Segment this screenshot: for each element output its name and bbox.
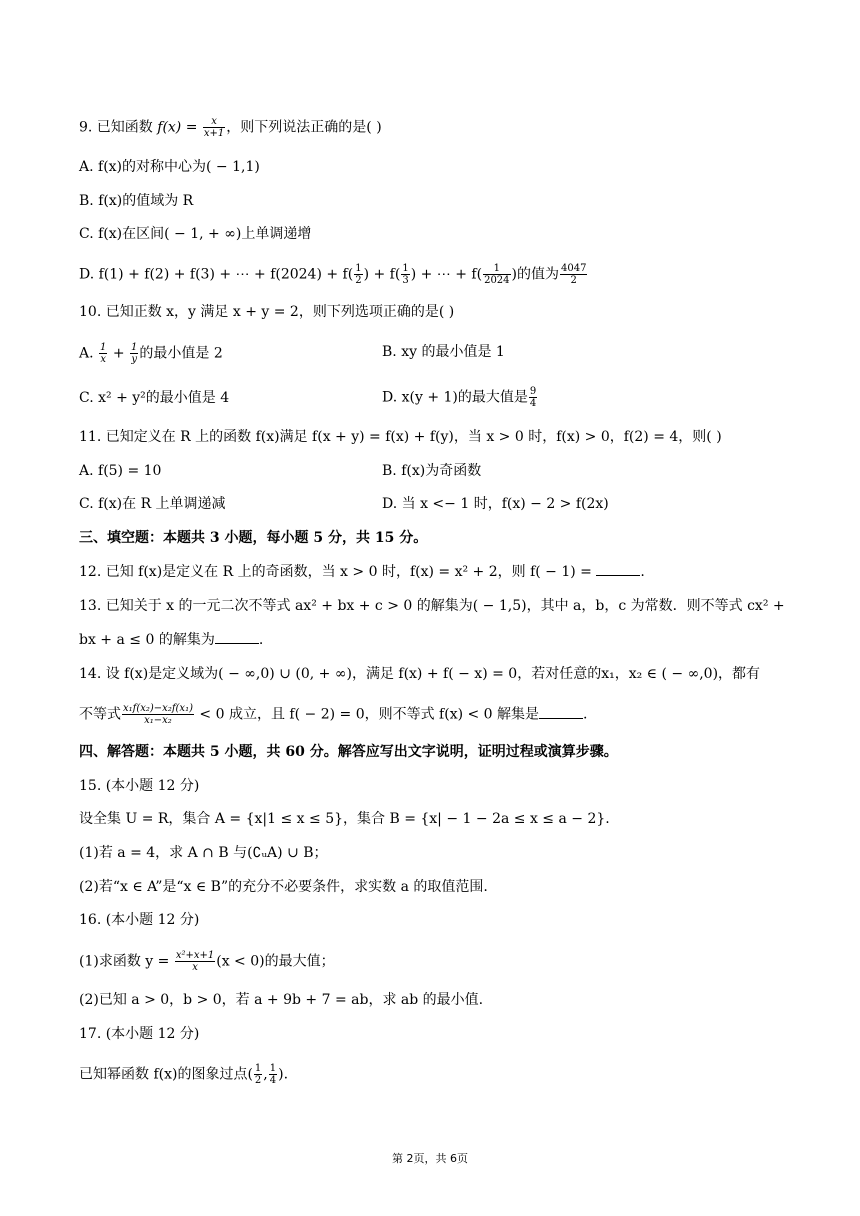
q11-option-a: A. f(5) = 10 [79, 463, 162, 479]
q14-line1: 14. 设 f(x)是定义域为( − ∞,0) ∪ (0, + ∞)，满足 f(x) + f( − x) = 0，若对任意的x₁，x₂ ∈ ( − ∞,0)，都有 [79, 666, 761, 682]
q17-end: ). [278, 1066, 289, 1083]
frac-num: 1 [131, 342, 138, 353]
q9-d-frac4 [560, 263, 587, 286]
q9-d-text: ) + ⋯ + f( [410, 266, 483, 283]
q16-text: (x < 0)的最大值； [216, 953, 335, 970]
q10-a-plus: + [108, 345, 130, 362]
q9-d-text: ) + f( [363, 266, 401, 283]
q9-stem-text: 9. 已知函数 [79, 119, 158, 136]
q15-line2: (1)若 a = 4，求 A ∩ B 与(∁ᵤA) ∪ B； [79, 845, 328, 861]
q9-option-a: A. f(x)的对称中心为( − 1,1) [79, 159, 260, 175]
q15-title: 15. (本小题 12 分) [79, 778, 200, 794]
q9-stem [79, 116, 800, 139]
q9-d-frac2 [401, 263, 409, 286]
frac-den: 4 [529, 398, 537, 409]
q10-option-c: C. x² + y²的最小值是 4 [79, 390, 230, 406]
q15-line3: (2)若“x ∈ A”是“x ∈ B”的充分不必要条件，求实数 a 的取值范围. [79, 879, 488, 895]
q13-end: . [258, 632, 264, 648]
frac-den: 2 [355, 275, 362, 286]
q16-line2: (2)已知 a > 0，b > 0，若 a + 9b + 7 = ab，求 ab 的最小值. [79, 992, 484, 1008]
frac-num: 9 [529, 386, 537, 397]
frac-den: 2 [570, 275, 577, 286]
q9-option-d [79, 263, 800, 286]
q13-text: bx + a ≤ 0 的解集为 [79, 632, 215, 648]
page-footer: 第 2页，共 6页 [392, 1152, 468, 1165]
q9-fraction [203, 116, 225, 139]
q10-stem: 10. 已知正数 x，y 满足 x + y = 2，则下列选项正确的是( ) [79, 304, 455, 320]
q14-text: 不等式 [79, 706, 121, 723]
q11-option-d: D. 当 x <− 1 时，f(x) − 2 > f(2x) [382, 496, 609, 512]
q17-comma: , [263, 1066, 268, 1083]
frac-num: 1 [100, 342, 107, 353]
q10-a-label: A. [79, 345, 99, 362]
frac-num: 1 [483, 263, 510, 275]
frac-den: 2 [254, 1075, 262, 1086]
q17-frac2 [269, 1063, 277, 1086]
q11-option-b: B. f(x)为奇函数 [382, 463, 482, 479]
q15-line1: 设全集 U = R，集合 A = {x|1 ≤ x ≤ 5}，集合 B = {x| − 1 − 2a ≤ x ≤ a − 2}. [79, 811, 610, 827]
q16-text: (1)求函数 y = [79, 953, 174, 970]
frac-den: 3 [402, 275, 409, 286]
q16-fraction [175, 950, 215, 973]
frac-num: 1 [254, 1063, 262, 1074]
q9-d-text: )的值为 [511, 266, 559, 283]
q14-answer-blank[interactable] [539, 706, 583, 719]
q10-option-d [382, 386, 538, 409]
q17-title: 17. (本小题 12 分) [79, 1026, 200, 1042]
q13-line2 [79, 630, 800, 650]
frac-den: x [192, 962, 198, 973]
q14-line2 [79, 703, 800, 726]
q9-option-c: C. f(x)在区间( − 1, + ∞)上单调递增 [79, 226, 312, 242]
section-3-heading: 三、填空题：本题共 3 小题，每小题 5 分，共 15 分。 [79, 530, 428, 546]
q16-title: 16. (本小题 12 分) [79, 912, 200, 928]
frac-num: 1 [269, 1063, 277, 1074]
frac-den: 4 [269, 1075, 277, 1086]
q11-option-c: C. f(x)在 R 上单调递减 [79, 496, 226, 512]
frac-den: y [131, 354, 138, 365]
q14-text: < 0 成立，且 f( − 2) = 0，则不等式 f(x) < 0 解集是 [194, 706, 540, 723]
q14-fraction [122, 703, 194, 726]
q9-d-text: D. f(1) + f(2) + f(3) + ⋯ + f(2024) + f( [79, 266, 354, 283]
q9-option-b: B. f(x)的值域为 R [79, 193, 194, 209]
q10-a-text: 的最小值是 2 [139, 345, 223, 362]
frac-num: 1 [355, 263, 362, 274]
frac-num: x₁f(x₂)−x₂f(x₁) [123, 703, 193, 714]
q10-a-frac2 [130, 342, 138, 365]
q9-d-frac3 [483, 263, 510, 286]
q17-text: 已知幂函数 f(x)的图象过点( [79, 1066, 253, 1083]
q11-stem: 11. 已知定义在 R 上的函数 f(x)满足 f(x + y) = f(x) + f(y)，当 x > 0 时，f(x) > 0，f(2) = 4，则( ) [79, 429, 722, 445]
q10-d-frac [529, 386, 537, 409]
frac-num: 1 [402, 263, 409, 274]
q14-end: . [583, 706, 588, 723]
frac-num: x²+x+1 [175, 950, 215, 961]
q10-a-frac1 [99, 342, 107, 365]
q9-stem-end: ，则下列说法正确的是( ) [226, 119, 382, 136]
q10-d-text: D. x(y + 1)的最大值是 [382, 389, 528, 406]
frac-den: 2024 [484, 275, 510, 286]
q9-frac-den: x+1 [203, 128, 225, 139]
frac-num: 4047 [561, 263, 587, 274]
q13-answer-blank[interactable] [215, 631, 259, 644]
q12-answer-blank[interactable] [596, 563, 640, 576]
q10-option-a [79, 342, 223, 365]
q17-line1 [79, 1063, 800, 1086]
q12-text: 12. 已知 f(x)是定义在 R 上的奇函数，当 x > 0 时，f(x) = x² + 2，则 f( − 1) = [79, 564, 597, 580]
frac-den: x₁−x₂ [144, 715, 172, 726]
q12-end: . [640, 564, 645, 580]
q9-frac-num: x [203, 116, 225, 128]
q12 [79, 562, 800, 582]
q16-line1 [79, 950, 800, 973]
frac-den: x [100, 354, 107, 365]
q13-line1: 13. 已知关于 x 的一元二次不等式 ax² + bx + c > 0 的解集为( − 1,5)，其中 a，b，c 为常数．则不等式 cx² + [79, 598, 785, 614]
q9-d-frac1 [354, 263, 362, 286]
section-4-heading: 四、解答题：本题共 5 小题，共 60 分。解答应写出文字说明，证明过程或演算步骤。 [79, 744, 618, 760]
q10-option-b: B. xy 的最小值是 1 [382, 344, 505, 360]
q17-frac1 [254, 1063, 262, 1086]
q9-function: f(x) = [157, 119, 202, 136]
